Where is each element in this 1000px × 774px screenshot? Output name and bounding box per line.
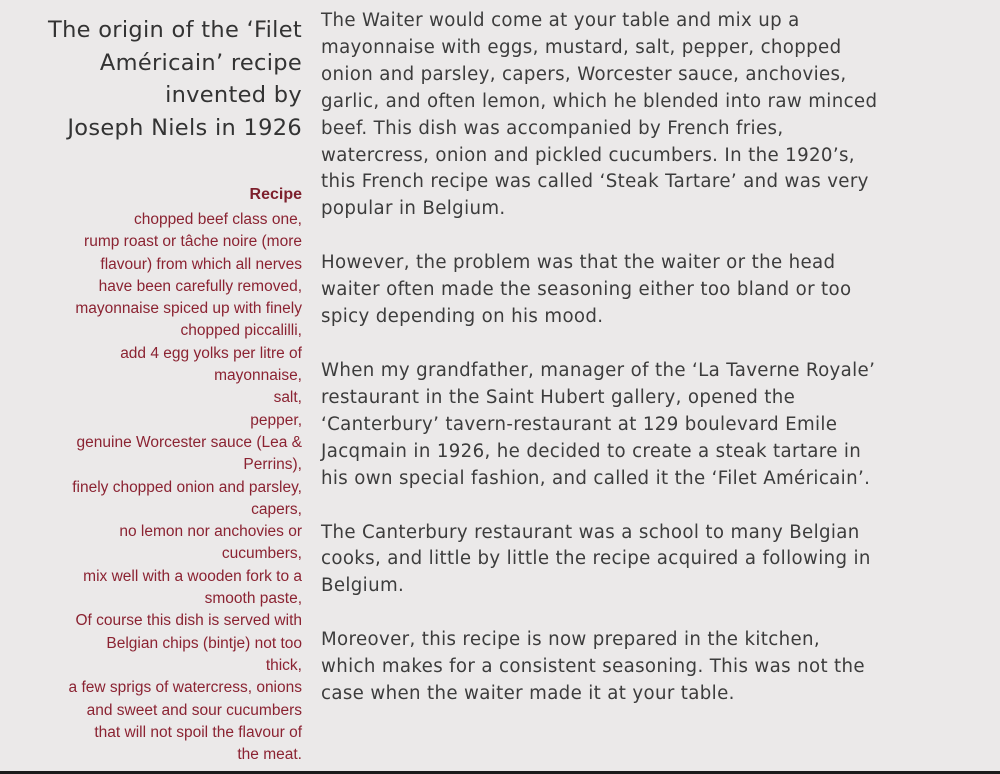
recipe-line: and sweet and sour cucumbers <box>86 701 302 719</box>
paragraph-grandfather <box>321 358 993 493</box>
recipe-line: Belgian chips (bintje) not too <box>106 634 302 652</box>
title-line: The origin of the ‘Filet <box>48 17 302 43</box>
paragraph-line: case when the waiter made it at your table. <box>321 683 735 705</box>
paragraph-line: beef. This dish was accompanied by French fries, <box>321 117 784 139</box>
recipe-line: have been carefully removed, <box>98 277 302 295</box>
recipe-line: the meat. <box>237 746 302 764</box>
paragraph-kitchen <box>321 627 993 708</box>
recipe-line: mayonnaise, <box>214 367 302 385</box>
paragraph-line: waiter often made the seasoning either too bland or too <box>321 279 852 301</box>
paragraph-line: popular in Belgium. <box>321 198 506 220</box>
recipe-line: pepper, <box>250 411 302 429</box>
recipe-line: rump roast or tâche noire (more <box>84 233 302 251</box>
paragraph-line: When my grandfather, manager of the ‘La Taverne Royale’ <box>321 359 876 381</box>
paragraph-seasoning-problem <box>321 250 993 331</box>
recipe-line: chopped beef class one, <box>133 211 302 228</box>
paragraph-line: spicy depending on his mood. <box>321 306 604 328</box>
recipe-line: flavour) from which all nerves <box>100 255 302 273</box>
recipe-line: genuine Worcester sauce (Lea & <box>76 433 302 451</box>
title-line: invented by <box>165 82 302 108</box>
recipe-line: that will not spoil the flavour of <box>94 723 302 741</box>
paragraph-line: The Canterbury restaurant was a school to many Belgian <box>321 521 860 543</box>
paragraph-line: this French recipe was called ‘Steak Tartare’ and was very <box>321 171 869 193</box>
paragraph-line: ‘Canterbury’ tavern-restaurant at 129 boulevard Emile <box>321 413 838 435</box>
paragraph-line: Belgium. <box>321 575 405 597</box>
paragraph-line: restaurant in the Saint Hubert gallery, opened the <box>321 386 796 408</box>
paragraph-line: Jacqmain in 1926, he decided to create a steak tartare in <box>321 440 862 462</box>
paragraph-line: Moreover, this recipe is now prepared in the kitchen, <box>321 629 821 651</box>
recipe-line: a few sprigs of watercress, onions <box>68 679 302 697</box>
sidebar <box>0 14 302 766</box>
recipe-line: Perrins), <box>243 456 302 474</box>
paragraph-canterbury <box>321 520 993 601</box>
paragraph-line: garlic, and often lemon, which he blended into raw minced <box>321 90 878 112</box>
page-title <box>0 14 302 144</box>
recipe-line: mayonnaise spiced up with finely <box>75 300 302 318</box>
paragraph-line: watercress, onion and pickled cucumbers. In the 1920’s, <box>321 144 855 166</box>
recipe-line: chopped piccalilli, <box>180 322 302 340</box>
paragraph-steak-tartare <box>321 8 993 223</box>
title-line: Joseph Niels in 1926 <box>67 114 302 141</box>
recipe-line: Of course this dish is served with <box>75 612 302 630</box>
article-body <box>321 8 993 735</box>
paragraph-line: onion and parsley, capers, Worcester sauce, anchovies, <box>321 63 847 85</box>
title-line: Américain’ recipe <box>99 49 302 76</box>
recipe-line: salt, <box>273 389 302 407</box>
paragraph-line: his own special fashion, and called it the ‘Filet Américain’. <box>321 467 871 489</box>
recipe-ingredients <box>0 209 302 766</box>
paragraph-line: mayonnaise with eggs, mustard, salt, pepper, chopped <box>321 36 842 58</box>
paragraph-line: cooks, and little by little the recipe acquired a following in <box>321 548 871 570</box>
recipe-line: finely chopped onion and parsley, <box>72 478 302 496</box>
recipe-line: thick, <box>265 656 302 674</box>
paragraph-line: The Waiter would come at your table and mix up a <box>321 10 800 31</box>
paragraph-line: which makes for a consistent seasoning. This was not the <box>321 656 865 678</box>
recipe-line: add 4 egg yolks per litre of <box>120 344 302 362</box>
paragraph-line: However, the problem was that the waiter or the head <box>321 252 836 274</box>
recipe-line: capers, <box>251 500 302 518</box>
recipe-line: no lemon nor anchovies or <box>119 523 302 541</box>
recipe-line: cucumbers, <box>221 545 302 563</box>
recipe-line: mix well with a wooden fork to a <box>83 567 302 585</box>
recipe-heading: Recipe <box>249 186 302 203</box>
recipe-line: smooth paste, <box>204 590 302 608</box>
